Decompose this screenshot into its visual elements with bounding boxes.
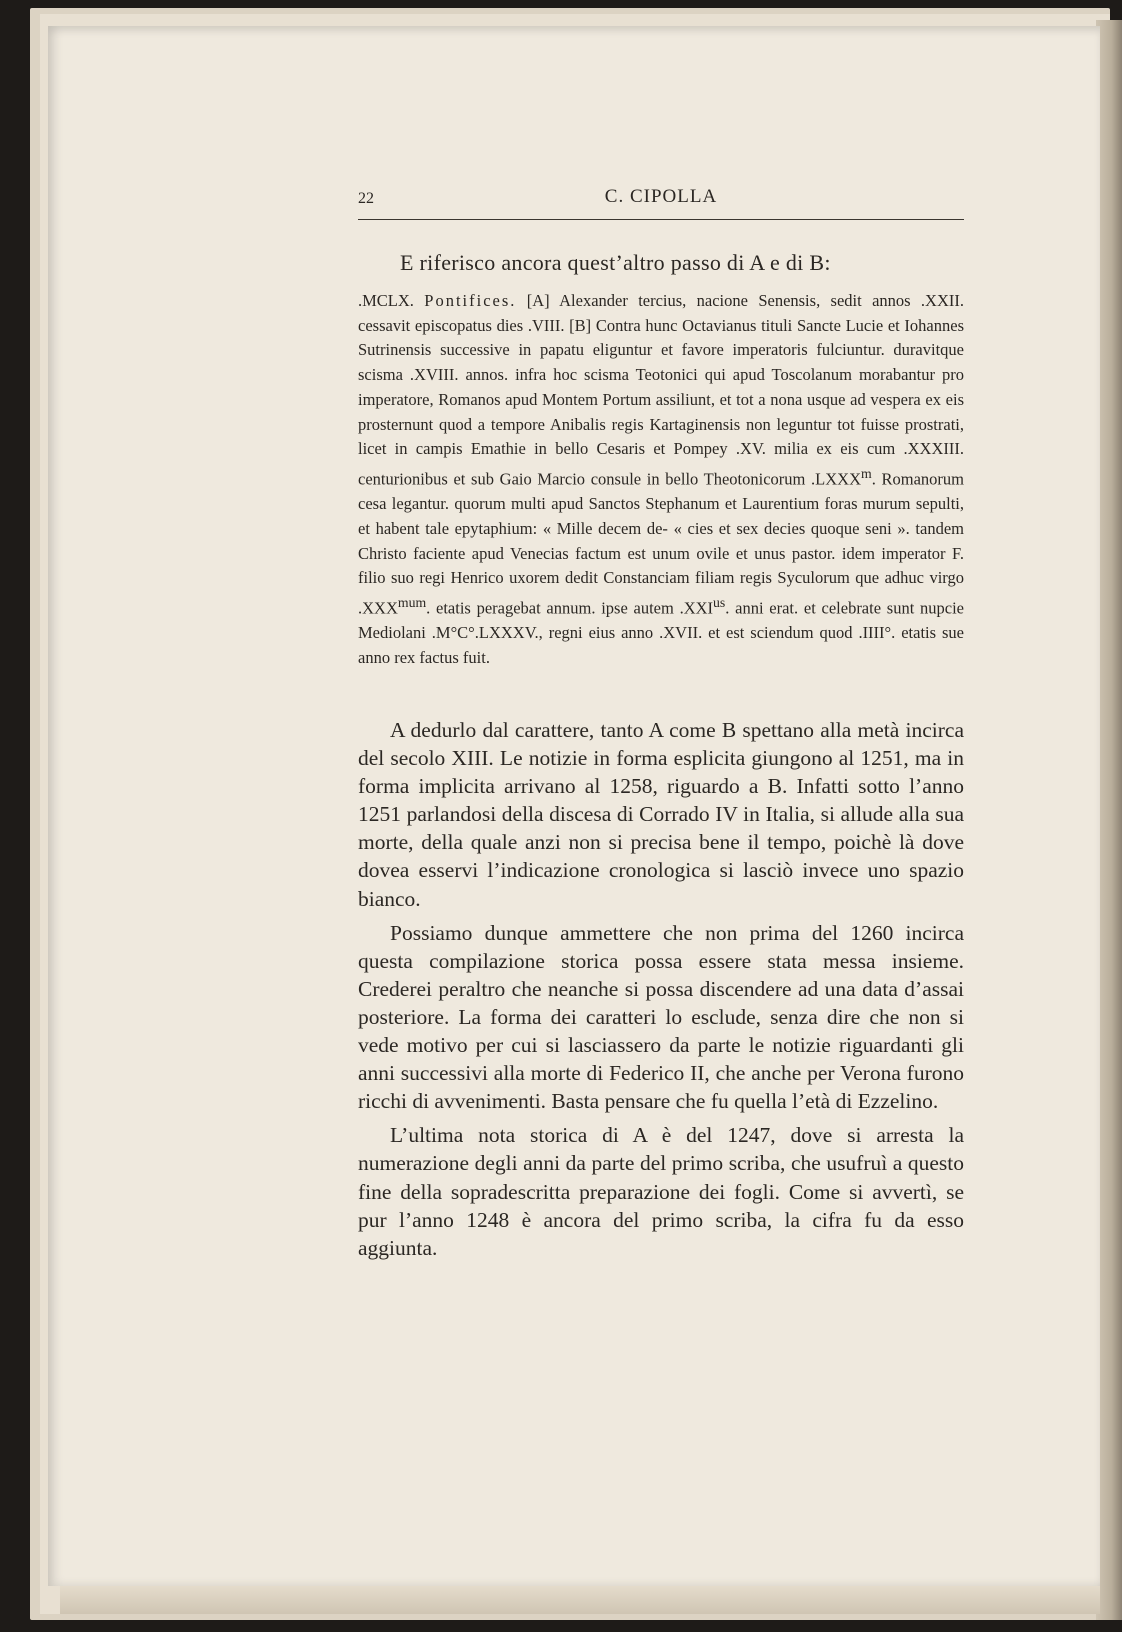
quote-heading: Pontifices. bbox=[424, 291, 517, 310]
paragraph-2: Possiamo dunque ammettere che non prima del 1260 incirca questa compilazione storica possa essere stata messa insieme. Crederei peraltro che neanche si possa discendere ad una data d’assai posteriore. La forma dei caratteri lo esclude, senza dire che non si vede motivo per cui si lasciassero da parte le notizie riguardanti gli anni successivi alla morte di Federico II, che anche per Verona furono ricchi di avvenimenti. Basta pensare che fu quella l’età di Ezzelino. bbox=[358, 920, 964, 1114]
page-number: 22 bbox=[358, 190, 374, 207]
quote-sup-2: mum bbox=[397, 594, 427, 610]
page-edge-bottom bbox=[60, 1584, 1100, 1614]
quote-text-1: [A] Alexander tercius, nacione Senensis, sedit annos .XXII. cessavit episcopatus dies .VIII. [B] Contra hunc Octavianus tituli Sancte Lucie et Iohannes Sutrinensis successive in papatu eliguntur et favore imperatoris fulciuntur. duravitque scisma .XVIII. annos. infra hoc scisma Teotonici qui apud Toscolanum morabantur pro imperatore, Romanos apud Montem Portum assiliunt, et tot a nona usque ad vespera ex eis prosternunt quod a tempore Anibalis regis Kartaginensis non leguntur tot fuisse prostrati, licet in campis Emathie in bello Cesaris et Pompey .XV. milia ex eis cum .XXXIII. centurionibus et sub Gaio Marcio consule in bello Theotonicorum .LXXX bbox=[358, 291, 964, 489]
quote-text-4: . anni erat. et celebrate sunt nupcie Mediolani .M°C°.LXXXV., regni eius anno .XVII. et est sciendum quod .IIII°. etatis sue anno rex factus fuit. bbox=[358, 598, 965, 667]
page-header bbox=[358, 186, 964, 216]
quote-year: .MCLX. bbox=[358, 291, 414, 310]
quote-text-2: . Romanorum cesa legantur. quorum multi apud Sanctos Stephanum et Laurentium foras murum sepulti, et habent tale epytaphium: « Mille decem de- « cies et sex decies quoque seni ». tandem Christo faciente apud Venecias factum est unum ovile et unus pastor. idem imperator F. filio suo regi Henrico uxorem dedit Constanciam filiam regis Syculorum que adhuc virgo .XXX bbox=[358, 469, 964, 618]
intro-line: E riferisco ancora quest’altro passo di A e di B: bbox=[400, 250, 831, 275]
paragraph-1: A dedurlo dal carattere, tanto A come B spettano alla metà incirca del secolo XIII. Le notizie in forma esplicita giungono al 1251, ma in forma implicita arrivano al 1258, riguardo a B. Infatti sotto l’anno 1251 parlandosi della discesa di Corrado IV in Italia, si allude alla sua morte, della quale anzi non si precisa bene il tempo, poichè là dove dovea esservi l’indicazione cronologica si lasciò invece uno spazio bianco. bbox=[358, 718, 964, 911]
running-head: C. CIPOLLA bbox=[604, 186, 718, 207]
quote-sup-3: us bbox=[713, 594, 726, 610]
paragraph-3: L’ultima nota storica di A è del 1247, dove si arresta la numerazione degli anni da parte del primo scriba, che usufruì a questo fine della sopradescritta preparazione dei fogli. Come si avvertì, se pur l’anno 1248 è ancora del primo scriba, la cifra fu da esso aggiunta. bbox=[358, 1123, 964, 1260]
latin-quotation bbox=[358, 289, 964, 671]
header-rule bbox=[358, 219, 964, 220]
quote-sup-1: m bbox=[861, 465, 872, 481]
quote-text-3: . etatis peragebat annum. ipse autem .XXI bbox=[426, 598, 714, 618]
body-text bbox=[358, 716, 964, 1262]
